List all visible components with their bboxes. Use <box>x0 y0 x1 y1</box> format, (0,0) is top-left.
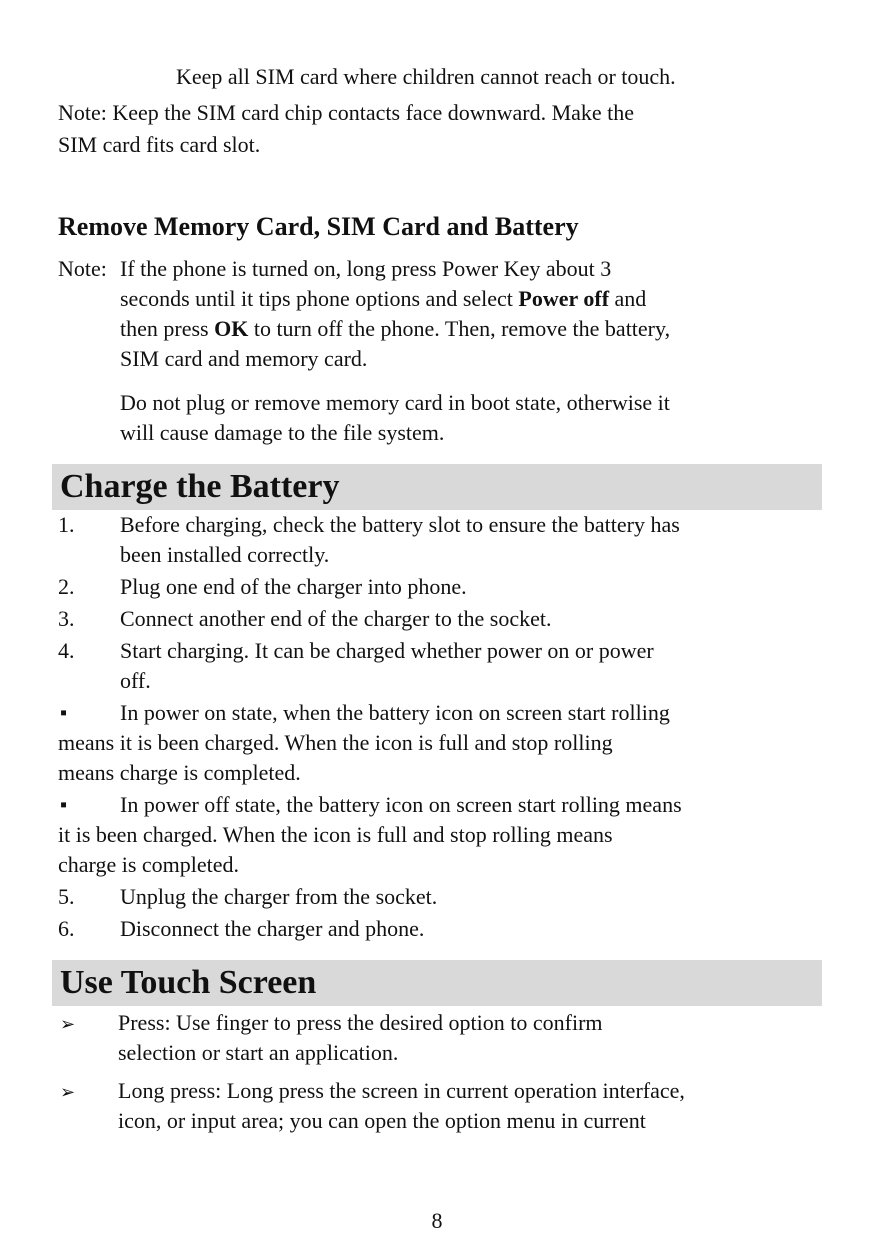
power-off-label: Power off <box>518 286 610 311</box>
bullet-2-line-1: In power off state, the battery icon on screen start rolling means <box>120 792 682 817</box>
step-3-text: Connect another end of the charger to the socket. <box>120 606 552 631</box>
bullet-1-line-1: In power on state, when the battery icon on screen start rolling <box>120 700 670 725</box>
remove-note-line-4: SIM card and memory card. <box>120 346 368 371</box>
step-number-3: 3. <box>58 606 75 631</box>
step-1-line-2: been installed correctly. <box>120 542 330 567</box>
step-number-2: 2. <box>58 574 75 599</box>
step-number-6: 6. <box>58 916 75 941</box>
step-5-text: Unplug the charger from the socket. <box>120 884 438 909</box>
remove-note-line-1: If the phone is turned on, long press Power Key about 3 <box>120 256 612 281</box>
charge-section-heading: Charge the Battery <box>60 468 340 505</box>
press-line-1: Press: Use finger to press the desired option to confirm <box>118 1010 603 1035</box>
bullet-2-line-2: it is been charged. When the icon is full and stop rolling means <box>58 822 613 847</box>
remove-note-line-2: seconds until it tips phone options and select Power off and <box>120 286 647 311</box>
remove-note-prefix: Note: <box>58 256 107 281</box>
step-2-text: Plug one end of the charger into phone. <box>120 574 467 599</box>
press-line-2: selection or start an application. <box>118 1040 399 1065</box>
step-4-line-2: off. <box>120 668 151 693</box>
charge-section-header <box>52 464 822 510</box>
remove-warning-line-1: Do not plug or remove memory card in boot state, otherwise it <box>120 390 670 415</box>
step-4-line-1: Start charging. It can be charged whether power on or power <box>120 638 654 663</box>
step-1-line-1: Before charging, check the battery slot to ensure the battery has <box>120 512 680 537</box>
long-press-line-1: Long press: Long press the screen in current operation interface, <box>118 1078 685 1103</box>
step-6-text: Disconnect the charger and phone. <box>120 916 425 941</box>
arrow-bullet-icon: ➢ <box>60 1082 76 1103</box>
bullet-1-line-3: means charge is completed. <box>58 760 301 785</box>
remove-warning-line-2: will cause damage to the file system. <box>120 420 445 445</box>
bullet-1-line-2: means it is been charged. When the icon is full and stop rolling <box>58 730 613 755</box>
ok-label: OK <box>214 316 249 341</box>
step-number-1: 1. <box>58 512 75 537</box>
page-number: 8 <box>431 1208 443 1233</box>
arrow-bullet-icon: ➢ <box>60 1014 76 1035</box>
touch-section-header <box>52 960 822 1006</box>
long-press-line-2: icon, or input area; you can open the option menu in current <box>118 1108 646 1133</box>
sim-safety-line: Keep all SIM card where children cannot reach or touch. <box>176 64 676 89</box>
step-number-4: 4. <box>58 638 75 663</box>
step-number-5: 5. <box>58 884 75 909</box>
sim-note-line-2: SIM card fits card slot. <box>58 132 261 157</box>
bullet-2-line-3: charge is completed. <box>58 852 240 877</box>
bullet-icon: ▪ <box>60 794 68 816</box>
bullet-icon: ▪ <box>60 702 68 724</box>
remove-note-line-3: then press OK to turn off the phone. Then, remove the battery, <box>120 316 671 341</box>
touch-section-heading: Use Touch Screen <box>60 964 317 1001</box>
sim-note-line-1: Note: Keep the SIM card chip contacts face downward. Make the <box>58 100 635 125</box>
remove-section-heading: Remove Memory Card, SIM Card and Battery <box>58 212 579 241</box>
